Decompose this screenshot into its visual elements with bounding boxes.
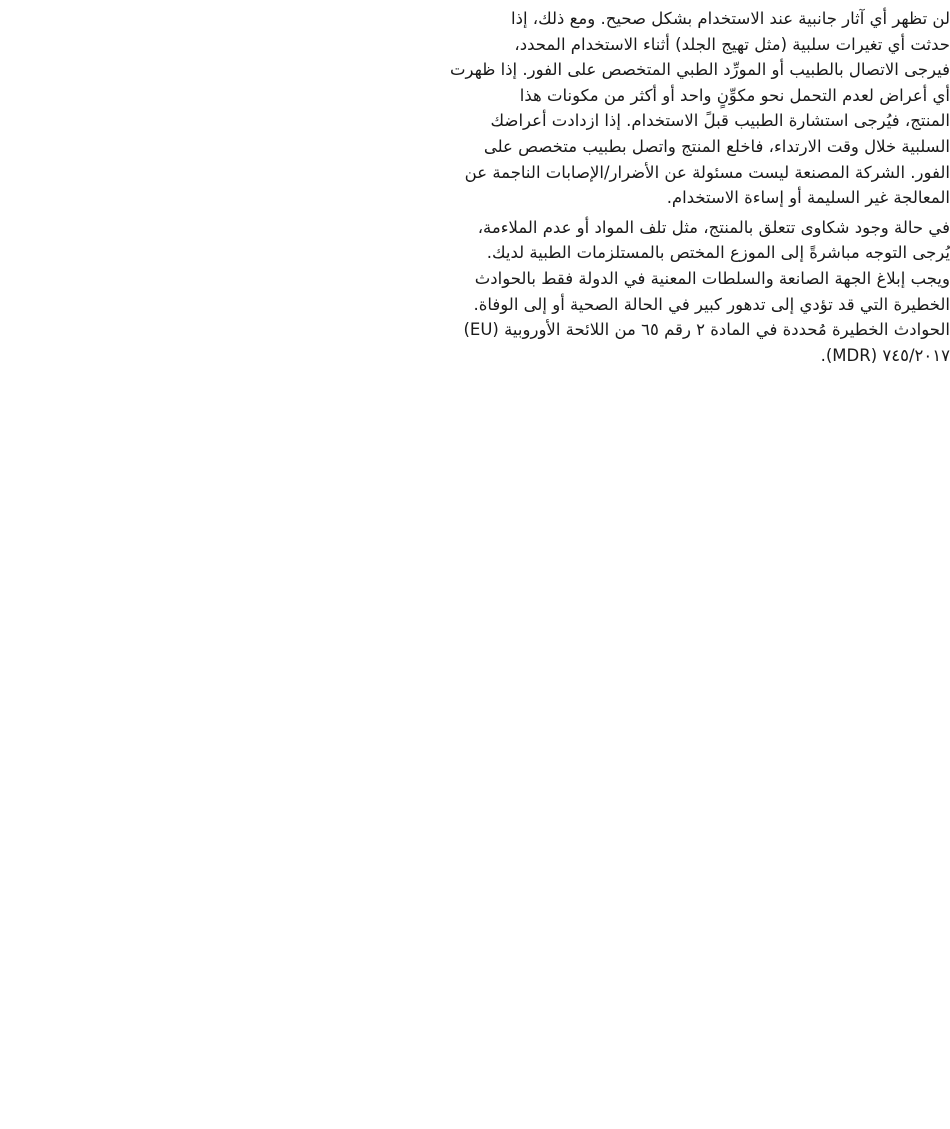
- text-line: المعالجة غير السليمة أو إساءة الاستخدام.: [666, 188, 950, 208]
- text-line: المنتج، فيُرجى استشارة الطبيب قبلً الاستخدام. إذا ازدادت أعراضك: [490, 111, 950, 131]
- text-line: فيرجى الاتصال بالطبيب أو المورِّد الطبي المتخصص على الفور. إذا ظهرت: [450, 60, 950, 80]
- text-line: الحوادث الخطيرة مُحددة في المادة ٢ رقم ٦٥ من اللائحة الأوروبية (EU): [463, 320, 950, 340]
- text-line: السلبية خلال وقت الارتداء، فاخلع المنتج واتصل بطبيب متخصص على: [483, 136, 950, 156]
- text-line: يُرجى التوجه مباشرةً إلى الموزع المختص بالمستلزمات الطبية لديك.: [486, 243, 950, 263]
- text-line: في حالة وجود شكاوى تتعلق بالمنتج، مثل تلف المواد أو عدم الملاءمة،: [477, 217, 950, 237]
- text-line: حدثت أي تغيرات سلبية (مثل تهيج الجلد) أثناء الاستخدام المحدد،: [514, 34, 950, 54]
- side-effects-paragraph: [450, 6, 950, 211]
- document-text: [450, 6, 950, 368]
- text-line: ٧٤٥/٢٠١٧ (MDR).: [820, 345, 950, 365]
- text-line: الفور. الشركة المصنعة ليست مسئولة عن الأضرار/الإصابات الناجمة عن: [464, 162, 950, 182]
- text-line: لن تظهر أي آثار جانبية عند الاستخدام بشكل صحيح. ومع ذلك، إذا: [511, 9, 950, 28]
- text-line: ويجب إبلاغ الجهة الصانعة والسلطات المعنية في الدولة فقط بالحوادث: [474, 268, 950, 288]
- complaints-paragraph: [463, 215, 950, 369]
- text-line: أي أعراض لعدم التحمل نحو مكوِّنٍ واحد أو أكثر من مكونات هذا: [519, 85, 950, 105]
- text-line: الخطيرة التي قد تؤدي إلى تدهور كبير في الحالة الصحية أو إلى الوفاة.: [473, 294, 950, 314]
